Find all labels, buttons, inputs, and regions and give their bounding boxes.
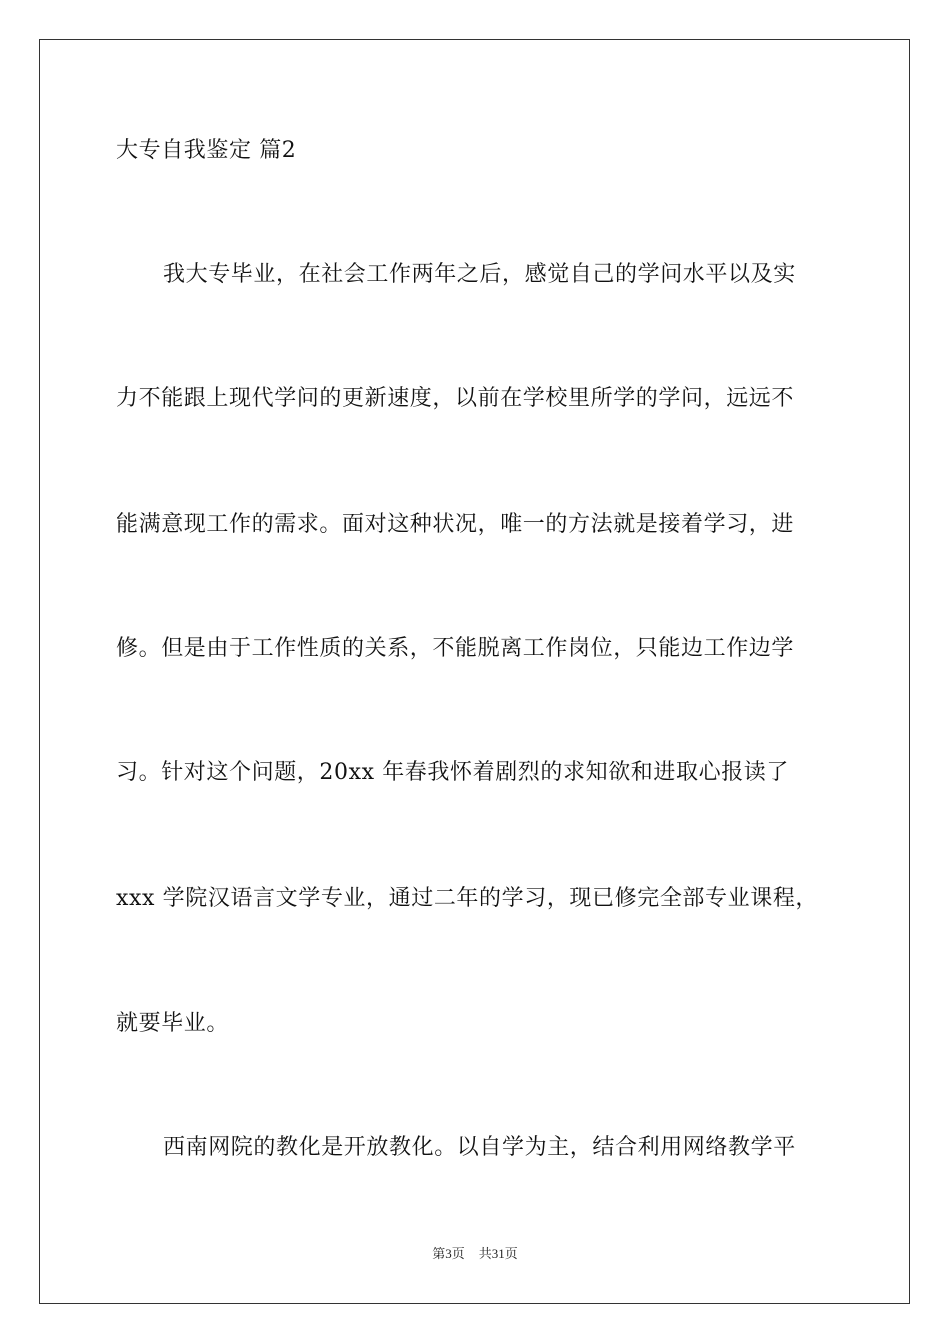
document-title: 大专自我鉴定 篇2 [116,138,297,163]
paragraph-line: 我大专毕业，在社会工作两年之后，感觉自己的学问水平以及实 [163,262,796,287]
page-number: 第3页 [432,1246,465,1261]
paragraph-line: 习。针对这个问题，20xx 年春我怀着剧烈的求知欲和进取心报读了 [116,760,790,785]
paragraph-line: 就要毕业。 [116,1011,230,1036]
page-footer [0,1246,950,1262]
paragraph-line: 修。但是由于工作性质的关系，不能脱离工作岗位，只能边工作边学 [116,636,795,661]
page-frame [39,39,910,1304]
paragraph-line: 西南网院的教化是开放教化。以自学为主，结合利用网络教学平 [163,1135,796,1160]
paragraph-line: 能满意现工作的需求。面对这种状况，唯一的方法就是接着学习，进 [116,512,795,537]
paragraph-line: xxx 学院汉语言文学专业，通过二年的学习，现已修完全部专业课程， [116,886,819,911]
paragraph-line: 力不能跟上现代学问的更新速度，以前在学校里所学的学问，远远不 [116,386,795,411]
page-total: 共31页 [478,1246,518,1261]
